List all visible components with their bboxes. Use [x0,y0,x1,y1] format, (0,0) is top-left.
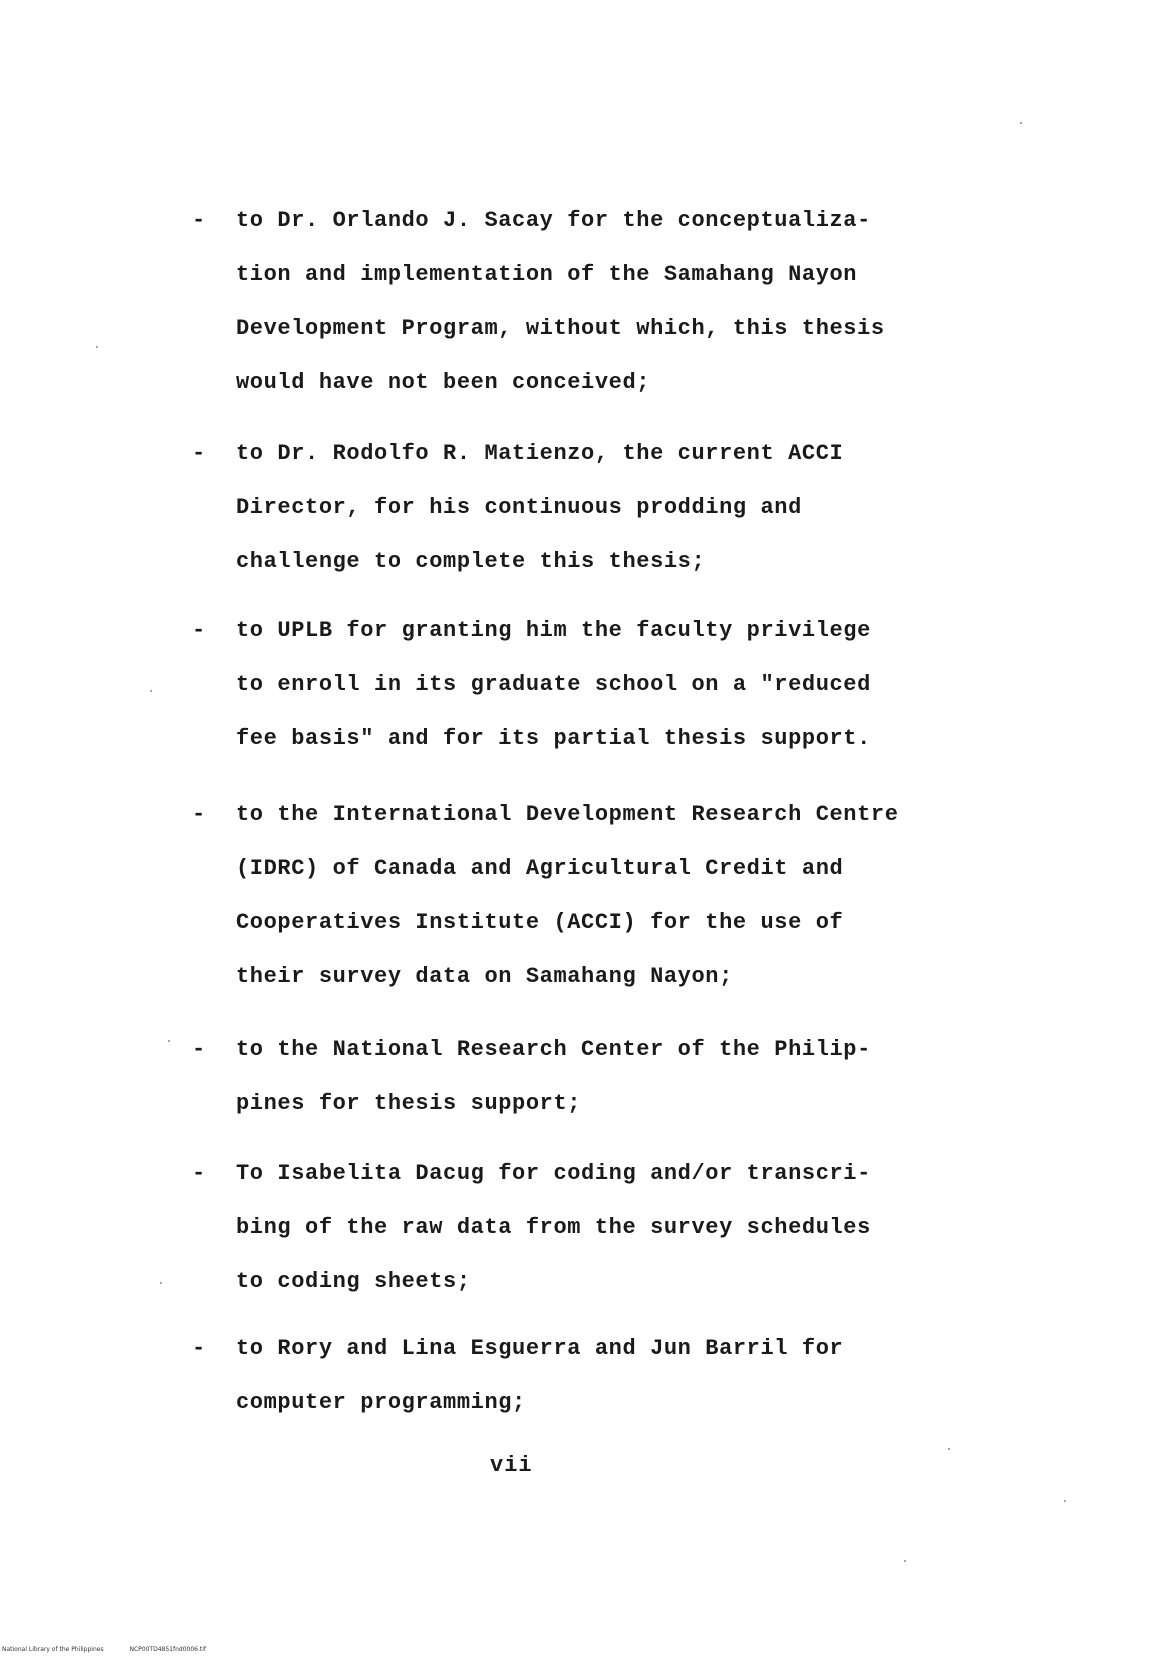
entry-line: would have not been conceived; [236,370,651,395]
entry-line: to enroll in its graduate school on a "reduced [236,672,871,697]
entry-line: Director, for his continuous prodding and [236,495,802,520]
entry-line: challenge to complete this thesis; [236,549,706,574]
bullet-dash: - [192,441,206,466]
bullet-dash: - [192,1037,206,1062]
entry-line: bing of the raw data from the survey schedules [236,1215,871,1240]
bullet-dash: - [192,1161,206,1186]
entry-line: to the National Research Center of the Philip- [236,1037,871,1062]
entry-line: fee basis" and for its partial thesis support. [236,726,871,751]
bullet-dash: - [192,618,206,643]
scan-speck [1064,1500,1066,1502]
scan-speck [96,346,98,348]
scan-speck [168,1040,170,1042]
scan-speck [1020,122,1022,124]
entry-line: pines for thesis support; [236,1091,582,1116]
bullet-dash: - [192,802,206,827]
scan-speck [150,690,152,692]
entry-line: to coding sheets; [236,1269,471,1294]
entry-line: to Dr. Orlando J. Sacay for the conceptualiza- [236,208,871,233]
bullet-dash: - [192,208,206,233]
entry-line: Cooperatives Institute (ACCI) for the use of [236,910,844,935]
entry-line: computer programming; [236,1390,526,1415]
scan-speck [948,1448,950,1450]
entry-line: Development Program, without which, this thesis [236,316,885,341]
library-label: National Library of the Philippines [2,1646,104,1653]
entry-line: to the International Development Research Centre [236,802,899,827]
entry-line: their survey data on Samahang Nayon; [236,964,733,989]
entry-line: to UPLB for granting him the faculty privilege [236,618,871,643]
scan-speck [160,1282,162,1284]
entry-line: To Isabelita Dacug for coding and/or transcri- [236,1161,871,1186]
file-id-label: NCP00TD4851fnd0006.tif [129,1646,207,1653]
entry-line: (IDRC) of Canada and Agricultural Credit and [236,856,844,881]
entry-line: tion and implementation of the Samahang Nayon [236,262,858,287]
entry-line: to Dr. Rodolfo R. Matienzo, the current ACCI [236,441,844,466]
scan-footer [2,1646,230,1653]
page-number: vii [490,1453,533,1478]
scan-speck [904,1560,906,1562]
bullet-dash: - [192,1336,206,1361]
entry-line: to Rory and Lina Esguerra and Jun Barril for [236,1336,844,1361]
